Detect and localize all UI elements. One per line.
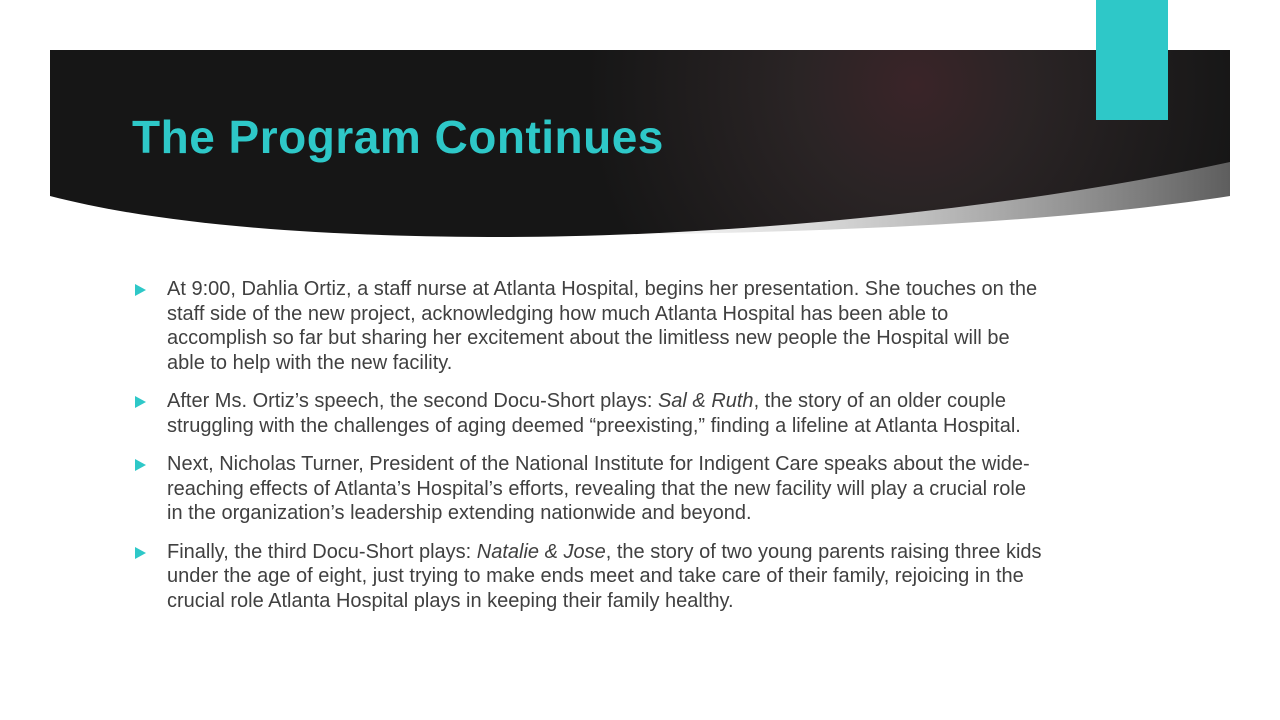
bullet-text: , the story of two young parents raising three kids under the age of eight, just trying to make ends meet and take care of their family, rejoicing in the crucial role Atlanta Hospital plays in keeping their family healthy. — [167, 540, 1042, 612]
bullet-item — [132, 277, 1042, 375]
bullet-item — [132, 452, 1042, 526]
bullet-text: Next, Nicholas Turner, President of the National Institute for Indigent Care speaks about the wide-reaching effects of Atlanta’s Hospital’s efforts, revealing that the new facility will play a crucial role in the organization’s leadership extending nationwide and beyond. — [167, 453, 1030, 524]
triangle-right-icon — [135, 396, 146, 408]
bullet-item — [132, 389, 1042, 438]
bullet-text: , the story of an older couple struggling with the challenges of aging deemed “preexisting,” finding a lifeline at Atlanta Hospital. — [167, 390, 1021, 437]
slide-title: The Program Continues — [132, 111, 664, 163]
bullet-text: After Ms. Ortiz’s speech, the second Docu-Short plays: — [167, 390, 658, 412]
bullet-item — [132, 540, 1042, 614]
film-title: Sal & Ruth — [657, 390, 754, 412]
bullet-list — [132, 277, 1042, 627]
triangle-right-icon — [135, 459, 146, 471]
bullet-text: Finally, the third Docu-Short plays: — [167, 540, 477, 563]
bullet-text: At 9:00, Dahlia Ortiz, a staff nurse at Atlanta Hospital, begins her presentation. She touches on the staff side of the new project, acknowledging how much Atlanta Hospital has been able to accomplish so far but sharing her excitement about the limitless new people the Hospital will be able to help with the new facility. — [167, 278, 1038, 374]
film-title: Natalie & Jose — [476, 540, 606, 563]
triangle-right-icon — [135, 547, 146, 559]
accent-tab — [1096, 0, 1168, 120]
triangle-right-icon — [135, 284, 146, 296]
